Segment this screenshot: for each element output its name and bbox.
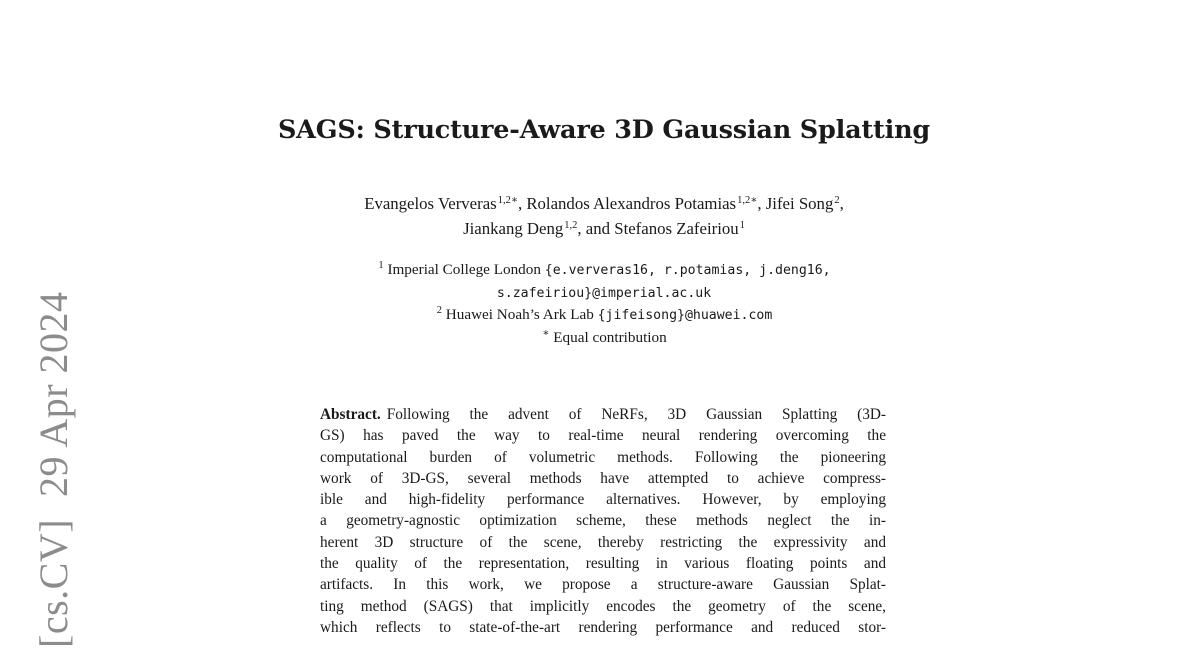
author-affiliation-mark: 1,2∗ [497, 195, 518, 206]
author-separator: , [839, 194, 844, 213]
arxiv-category: [cs.CV] [31, 518, 76, 648]
author-name: Jifei Song [765, 194, 834, 213]
abstract-line: ible and high-fidelity performance alternatives. However, by employing [320, 491, 886, 509]
equal-contribution-text: Equal contribution [553, 329, 667, 346]
author-name: Stefanos Zafeiriou [614, 219, 739, 238]
author-affiliation-mark: 1 [739, 220, 745, 231]
equal-contribution-note [0, 327, 1200, 350]
equal-contribution-mark: ∗ [542, 328, 550, 339]
affiliation-emails: s.zafeiriou}@imperial.ac.uk [496, 286, 712, 301]
abstract-line: herent 3D structure of the scene, thereby restricting the expressivity and [320, 533, 886, 551]
author-affiliation-mark: 1,2∗ [737, 195, 758, 206]
abstract-line: computational burden of volumetric methods. Following the pioneering [320, 448, 886, 466]
affiliation-name: Imperial College London [387, 261, 541, 278]
abstract-line: ting method (SAGS) that implicitly encodes the geometry of the scene, [320, 597, 886, 615]
abstract-line: work of 3D-GS, several methods have attempted to achieve compress- [320, 469, 886, 487]
paper-title: SAGS: Structure-Aware 3D Gaussian Splatting [277, 115, 931, 145]
abstract-keyword: Abstract. [320, 406, 381, 423]
abstract-line: the quality of the representation, resulting in various floating points and [320, 555, 886, 573]
affiliation-mark: 1 [378, 260, 384, 271]
arxiv-date: 29 Apr 2024 [31, 291, 76, 497]
affiliation-emails: {e.ververas16, r.potamias, j.deng16, [544, 263, 831, 278]
author-name: Jiankang Deng [463, 219, 564, 238]
abstract-text: Following the advent of NeRFs, 3D Gaussian Splatting (3D- [386, 406, 886, 423]
author-line-2 [0, 218, 1200, 243]
abstract-line: artifacts. In this work, we propose a structure-aware Gaussian Splat- [320, 576, 886, 594]
author-separator: , [517, 194, 527, 213]
affiliation-2 [0, 304, 1200, 327]
author-separator: , and [577, 219, 615, 238]
affiliation-name: Huawei Noah’s Ark Lab [445, 306, 594, 323]
affiliation-emails: {jifeisong}@huawei.com [597, 308, 773, 323]
affiliations [0, 259, 1200, 350]
abstract-line: GS) has paved the way to real-time neural rendering overcoming the [320, 427, 886, 445]
author-list [0, 193, 1200, 243]
abstract-line: a geometry-agnostic optimization scheme, these methods neglect the in- [320, 512, 886, 530]
abstract-line: which reflects to state-of-the-art rendering performance and reduced stor- [320, 618, 886, 636]
affiliation-mark: 2 [436, 305, 442, 316]
affiliation-1 [0, 259, 1200, 282]
abstract-line [320, 404, 886, 425]
author-line-1 [0, 193, 1200, 218]
affiliation-1-emails-cont [0, 282, 1200, 304]
author-affiliation-mark: 1,2 [564, 220, 578, 231]
author-affiliation-mark: 2 [834, 195, 840, 206]
author-separator: , [757, 194, 766, 213]
author-name: Evangelos Ververas [364, 194, 497, 213]
author-name: Rolandos Alexandros Potamias [526, 194, 737, 213]
abstract [320, 404, 886, 638]
